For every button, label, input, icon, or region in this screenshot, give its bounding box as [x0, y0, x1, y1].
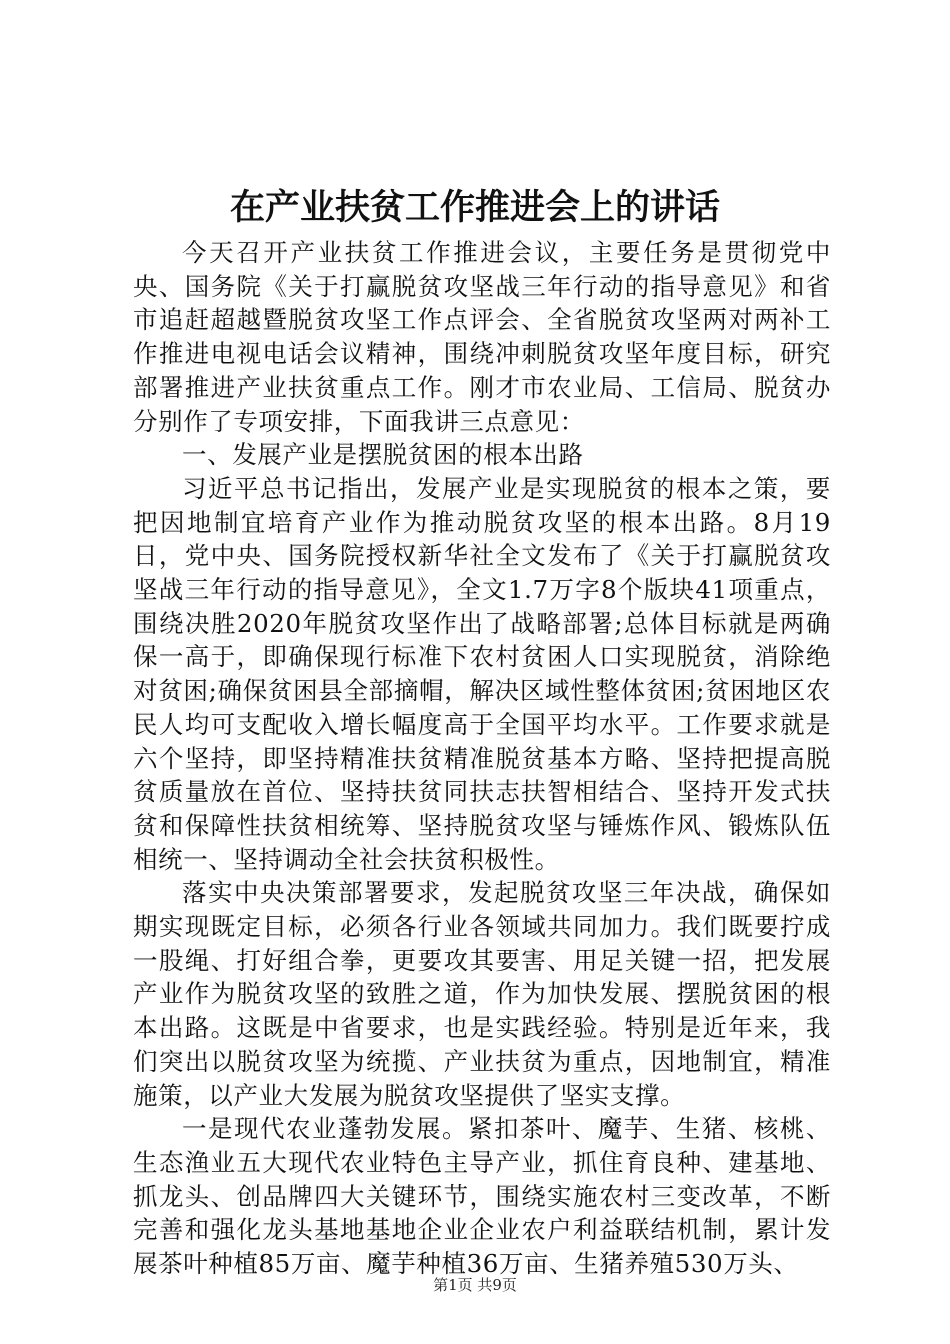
paragraph-modern-agriculture: 一是现代农业蓬勃发展。紧扣茶叶、魔芋、生猪、核桃、生态渔业五大现代农业特色主导产业，抓住育良种、建基地、抓龙头、创品牌四大关键环节，围绕实施农村三变改革，不断完善和强化龙头基地基地企业企业农户利益联结机制，累计发展茶叶种植85万亩、魔芋种植36万亩、生猪养殖530万头、 [133, 1114, 831, 1279]
document-body [133, 236, 831, 1281]
paragraph-implementation: 落实中央决策部署要求，发起脱贫攻坚三年决战，确保如期实现既定目标，必须各行业各领域共同加力。我们既要拧成一股绳、打好组合拳，更要攻其要害、用足关键一招，把发展产业作为脱贫攻坚的致胜之道，作为加快发展、摆脱贫困的根本出路。这既是中省要求，也是实践经验。特别是近年来，我们突出以脱贫攻坚为统揽、产业扶贫为重点，因地制宜，精准施策，以产业大发展为脱贫攻坚提供了坚实支撑。 [133, 878, 831, 1110]
document-title: 在产业扶贫工作推进会上的讲话 [229, 187, 720, 228]
page-number-footer: 第1页 共9页 [433, 1276, 517, 1294]
paragraph-xi-quote: 习近平总书记指出，发展产业是实现脱贫的根本之策，要把因地制宜培育产业作为推动脱贫攻坚的根本出路。8月19日，党中央、国务院授权新华社全文发布了《关于打赢脱贫攻坚战三年行动的指导意见》，全文1.7万字8个版块41项重点，围绕决胜2020年脱贫攻坚作出了战略部署;总体目标就是两确保一高于，即确保现行标准下农村贫困人口实现脱贫，消除绝对贫困;确保贫困县全部摘帽，解决区域性整体贫困;贫困地区农民人均可支配收入增长幅度高于全国平均水平。工作要求就是六个坚持，即坚持精准扶贫精准脱贫基本方略、坚持把提高脱贫质量放在首位、坚持扶贫同扶志扶智相结合、坚持开发式扶贫和保障性扶贫相统筹、坚持脱贫攻坚与锤炼作风、锻炼队伍相统一、坚持调动全社会扶贫积极性。 [133, 473, 831, 874]
paragraph-intro: 今天召开产业扶贫工作推进会议，主要任务是贯彻党中央、国务院《关于打赢脱贫攻坚战三年行动的指导意见》和省市追赶超越暨脱贫攻坚工作点评会、全省脱贫攻坚两对两补工作推进电视电话会议精神，围绕冲刺脱贫攻坚年度目标，研究部署推进产业扶贫重点工作。刚才市农业局、工信局、脱贫办分别作了专项安排，下面我讲三点意见： [133, 238, 831, 436]
section-heading-1: 一、发展产业是摆脱贫困的根本出路 [182, 440, 584, 470]
